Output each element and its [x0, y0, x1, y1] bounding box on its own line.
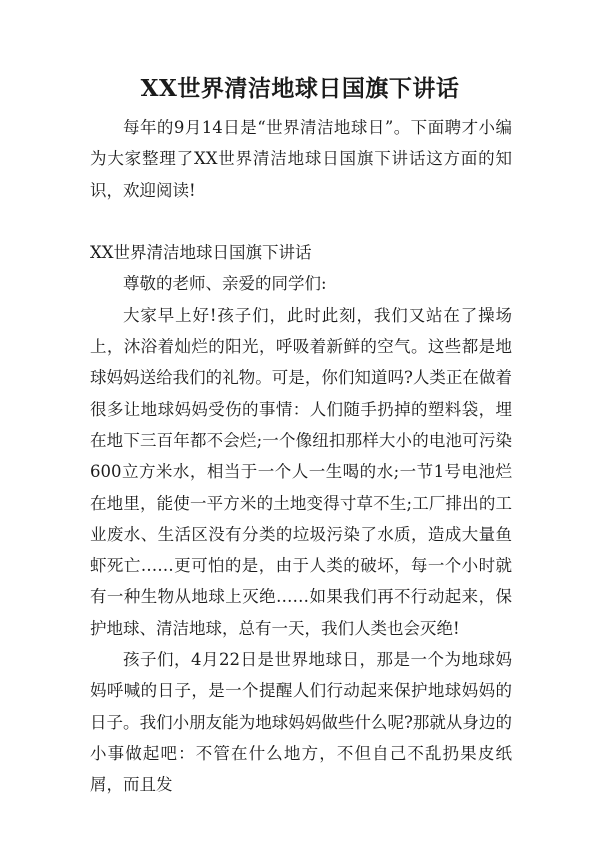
body-paragraph-1: 大家早上好!孩子们，此时此刻，我们又站在了操场上，沐浴着灿烂的阳光，呼吸着新鲜的空气。这些都是地球妈妈送给我们的礼物。可是，你们知道吗?人类正在做着很多让地球妈妈受伤的事情：人们随手扔掉的塑料袋，埋在地下三百年都不会烂;一个像纽扣那样大小的电池可污染600立方米水，相当于一个人一生喝的水;一节1号电池烂在地里，能使一平方米的土地变得寸草不生;工厂排出的工业废水、生活区没有分类的垃圾污染了水质，造成大量鱼虾死亡……更可怕的是，由于人类的破坏，每一个小时就有一种生物从地球上灭绝……如果我们再不行动起来，保护地球、清洁地球，总有一天，我们人类也会灭绝!	[90, 305, 512, 638]
salutation: 尊敬的老师、亲爱的同学们:	[123, 274, 327, 294]
document-body	[90, 112, 512, 801]
intro-paragraph: 每年的9月14日是“世界清洁地球日”。下面聘才小编为大家整理了XX世界清洁地球日国旗下讲话这方面的知识，欢迎阅读!	[90, 118, 512, 200]
document-title: XX世界清洁地球日国旗下讲话	[140, 75, 460, 102]
body-paragraph-2: 孩子们，4月22日是世界地球日，那是一个为地球妈妈呼喊的日子，是一个提醒人们行动起来保护地球妈妈的日子。我们小朋友能为地球妈妈做些什么呢?那就从身边的小事做起吧：不管在什么地方，不但自己不乱扔果皮纸屑，而且发	[90, 650, 512, 795]
paragraph-gap	[90, 206, 512, 237]
section-heading: XX世界清洁地球日国旗下讲话	[90, 243, 312, 263]
